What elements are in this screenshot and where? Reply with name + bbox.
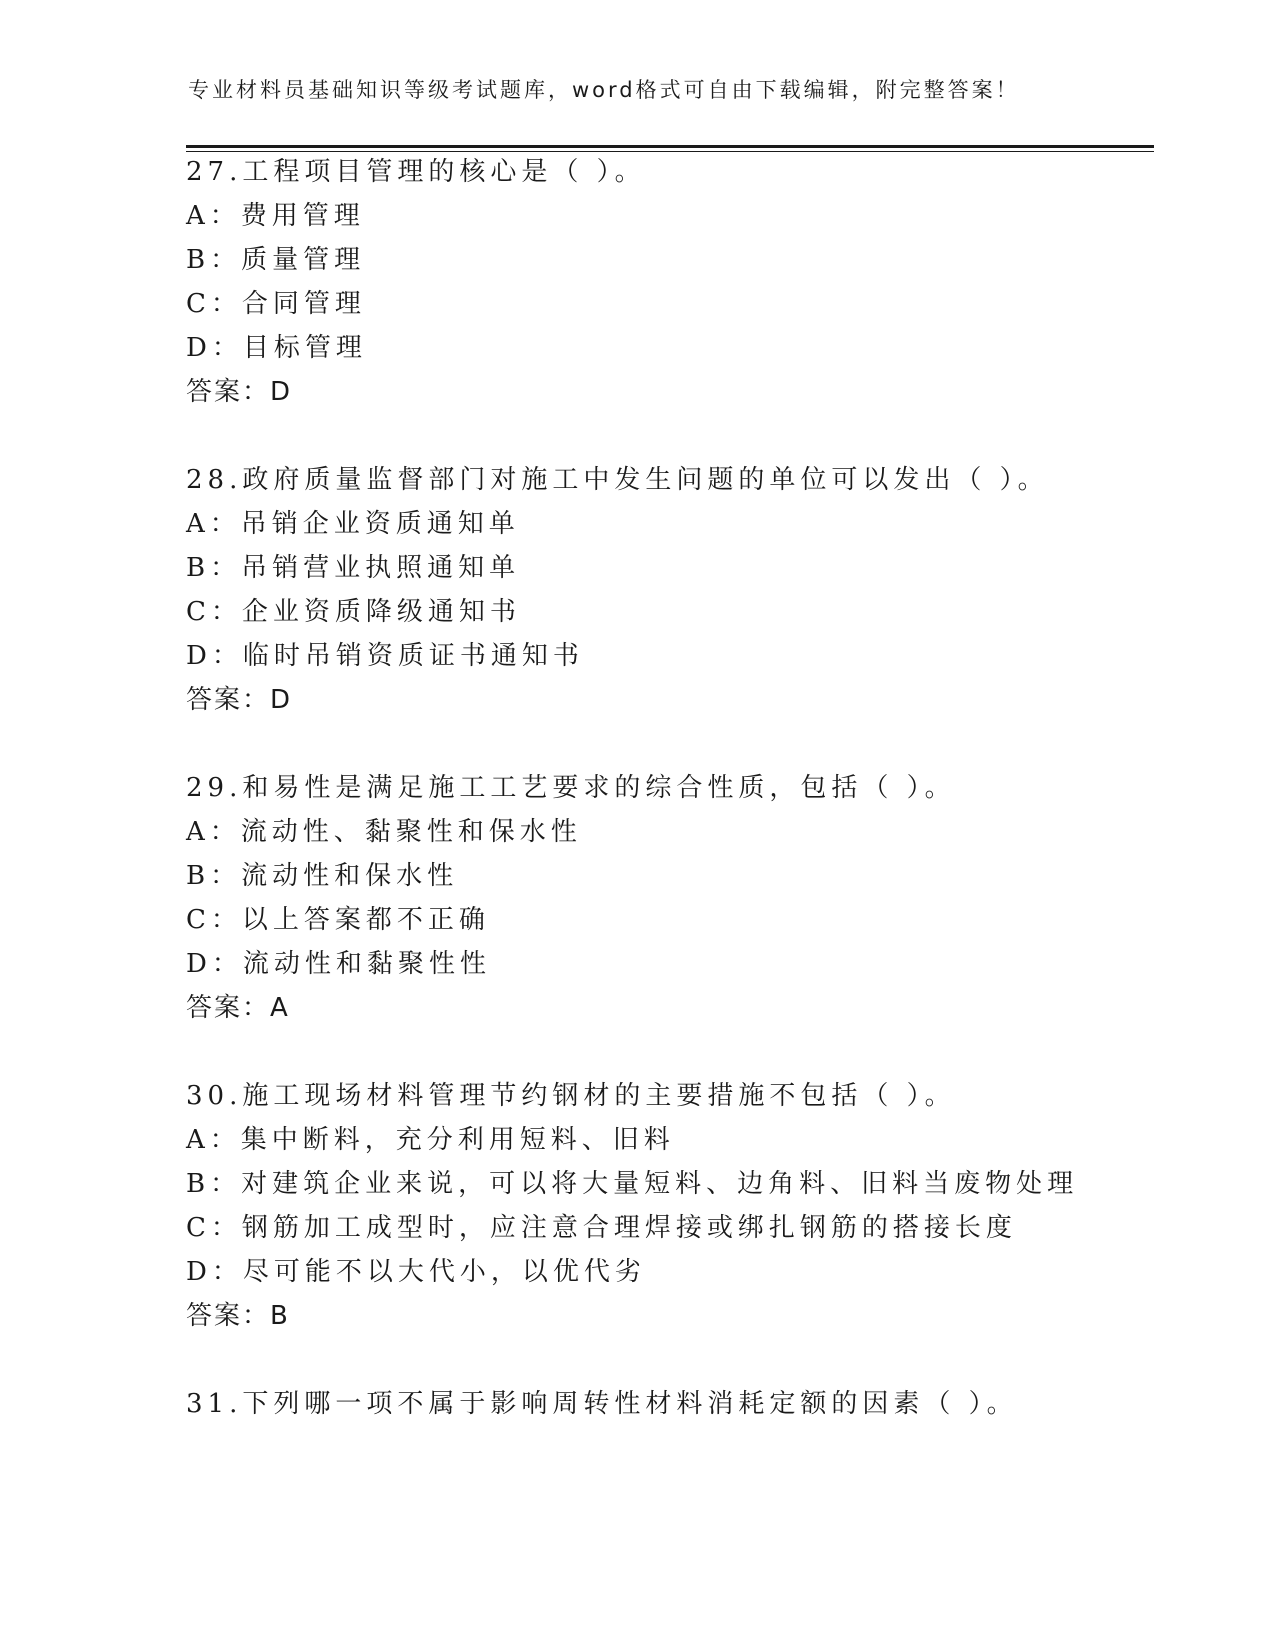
option-30-b: B：对建筑企业来说，可以将大量短料、边角料、旧料当废物处理 (186, 1169, 1079, 1199)
question-stem-29: 29.和易性是满足施工工艺要求的综合性质，包括（ ）。 (186, 773, 956, 803)
option-27-a: A：费用管理 (186, 201, 365, 231)
option-29-a: A：流动性、黏聚性和保水性 (186, 817, 582, 847)
answer-28: 答案：D (186, 685, 293, 715)
header-rule-thick (186, 145, 1154, 148)
answer-27: 答案：D (186, 377, 293, 407)
option-28-d: D：临时吊销资质证书通知书 (186, 641, 584, 671)
option-27-d: D：目标管理 (186, 333, 367, 363)
question-stem-30: 30.施工现场材料管理节约钢材的主要措施不包括（ ）。 (186, 1081, 956, 1111)
option-29-d: D：流动性和黏聚性性 (186, 949, 491, 979)
option-30-d: D：尽可能不以大代小，以优代劣 (186, 1257, 646, 1287)
question-stem-28: 28.政府质量监督部门对施工中发生问题的单位可以发出（ ）。 (186, 465, 1049, 495)
option-29-b: B：流动性和保水性 (186, 861, 459, 891)
page-header: 专业材料员基础知识等级考试题库，word格式可自由下载编辑，附完整答案！ (188, 78, 1020, 102)
option-27-c: C：合同管理 (186, 289, 366, 319)
answer-29: 答案：A (186, 993, 290, 1023)
option-28-c: C：企业资质降级通知书 (186, 597, 521, 627)
option-27-b: B：质量管理 (186, 245, 366, 275)
header-rule-thin (186, 151, 1154, 152)
answer-30: 答案：B (186, 1301, 290, 1331)
option-28-a: A：吊销企业资质通知单 (186, 509, 520, 539)
option-28-b: B：吊销营业执照通知单 (186, 553, 521, 583)
option-30-a: A：集中断料，充分利用短料、旧料 (186, 1125, 675, 1155)
option-30-c: C：钢筋加工成型时，应注意合理焊接或绑扎钢筋的搭接长度 (186, 1213, 1017, 1243)
option-29-c: C：以上答案都不正确 (186, 905, 490, 935)
question-stem-27: 27.工程项目管理的核心是（ ）。 (186, 157, 646, 187)
question-stem-31: 31.下列哪一项不属于影响周转性材料消耗定额的因素（ ）。 (186, 1389, 1018, 1419)
